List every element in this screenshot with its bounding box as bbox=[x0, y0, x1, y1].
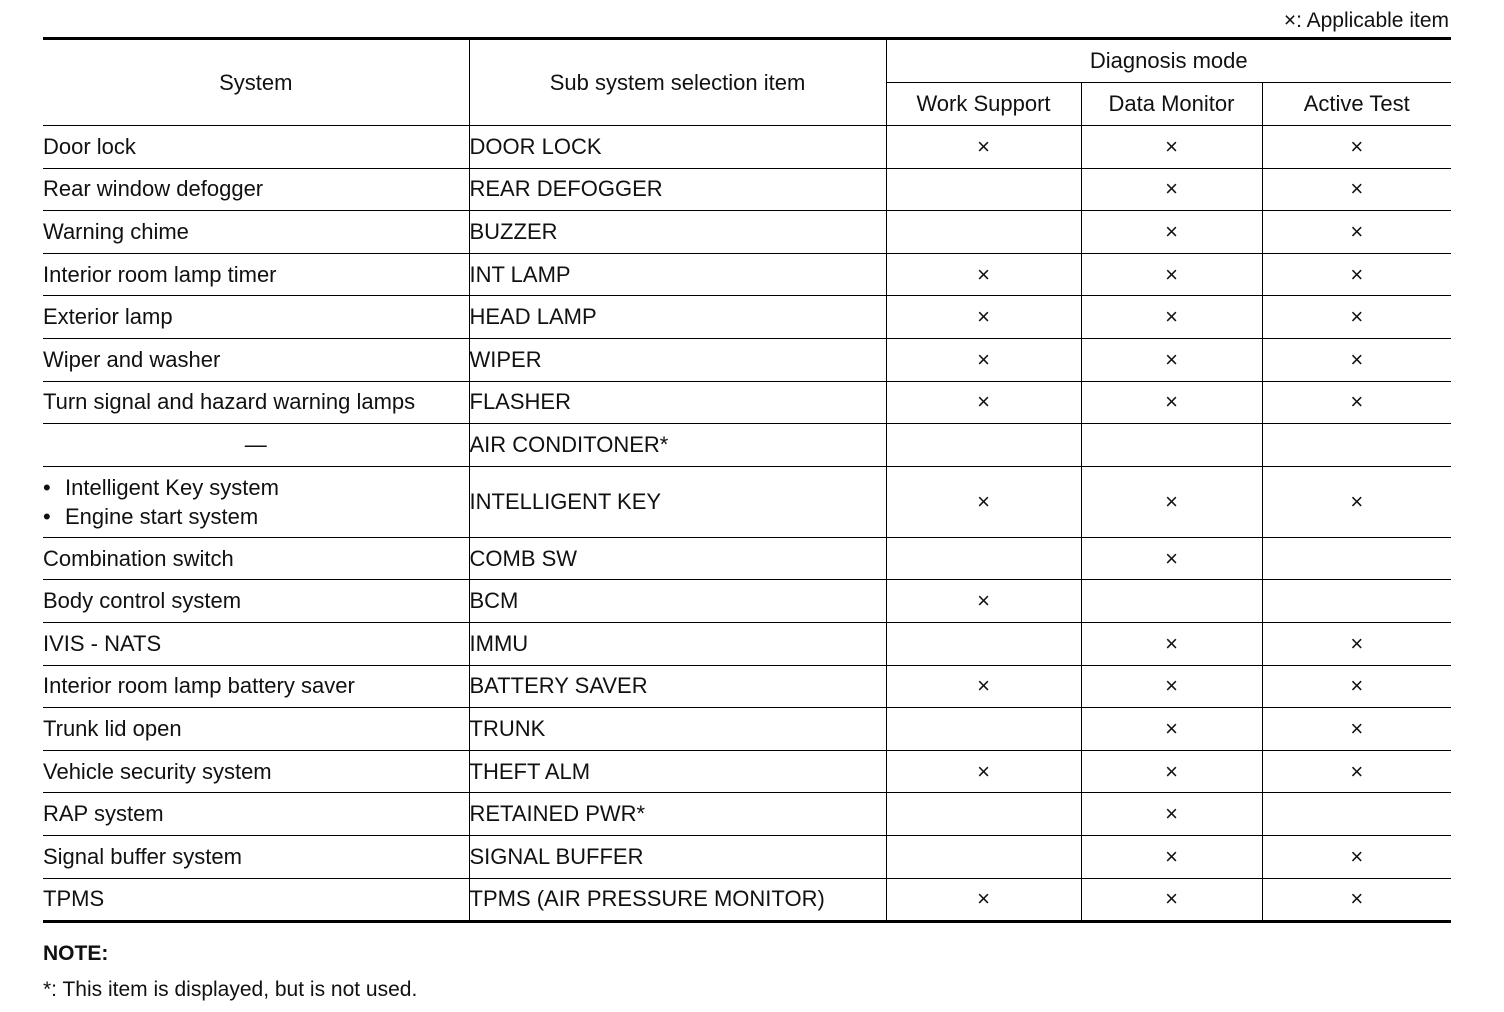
sub-system-cell: TRUNK bbox=[469, 708, 886, 751]
data-monitor-mark: × bbox=[1081, 622, 1262, 665]
active-test-mark: × bbox=[1262, 126, 1451, 169]
table-row bbox=[43, 835, 1451, 878]
data-monitor-mark: × bbox=[1081, 466, 1262, 537]
system-cell: IVIS - NATS bbox=[43, 622, 469, 665]
data-monitor-mark bbox=[1081, 580, 1262, 623]
system-cell: TPMS bbox=[43, 878, 469, 922]
system-cell: Vehicle security system bbox=[43, 750, 469, 793]
sub-system-cell: BUZZER bbox=[469, 211, 886, 254]
table-row bbox=[43, 424, 1451, 467]
note-block bbox=[43, 940, 417, 1004]
system-cell: — bbox=[43, 424, 469, 467]
sub-system-cell: INT LAMP bbox=[469, 253, 886, 296]
active-test-mark: × bbox=[1262, 665, 1451, 708]
list-item bbox=[43, 473, 469, 502]
bullet-icon: • bbox=[43, 474, 51, 500]
bullet-text: Intelligent Key system bbox=[65, 474, 279, 500]
work-support-mark: × bbox=[886, 381, 1081, 424]
table-row bbox=[43, 211, 1451, 254]
system-cell: Interior room lamp battery saver bbox=[43, 665, 469, 708]
system-cell: Turn signal and hazard warning lamps bbox=[43, 381, 469, 424]
system-bullet-list bbox=[43, 473, 469, 531]
table-row bbox=[43, 126, 1451, 169]
work-support-mark: × bbox=[886, 296, 1081, 339]
data-monitor-mark bbox=[1081, 424, 1262, 467]
bullet-text: Engine start system bbox=[65, 503, 259, 529]
work-support-mark bbox=[886, 708, 1081, 751]
header-system: System bbox=[43, 39, 469, 126]
active-test-mark: × bbox=[1262, 878, 1451, 922]
header-work-support: Work Support bbox=[886, 83, 1081, 126]
system-cell: Signal buffer system bbox=[43, 835, 469, 878]
active-test-mark bbox=[1262, 580, 1451, 623]
work-support-mark bbox=[886, 835, 1081, 878]
active-test-mark: × bbox=[1262, 253, 1451, 296]
data-monitor-mark: × bbox=[1081, 835, 1262, 878]
sub-system-cell: RETAINED PWR* bbox=[469, 793, 886, 836]
active-test-mark: × bbox=[1262, 835, 1451, 878]
data-monitor-mark: × bbox=[1081, 793, 1262, 836]
table-row bbox=[43, 878, 1451, 922]
bullet-icon: • bbox=[43, 503, 51, 529]
sub-system-cell: BATTERY SAVER bbox=[469, 665, 886, 708]
sub-system-cell: DOOR LOCK bbox=[469, 126, 886, 169]
data-monitor-mark: × bbox=[1081, 126, 1262, 169]
table-row bbox=[43, 580, 1451, 623]
active-test-mark bbox=[1262, 424, 1451, 467]
system-cell: Body control system bbox=[43, 580, 469, 623]
sub-system-cell: FLASHER bbox=[469, 381, 886, 424]
table-row bbox=[43, 466, 1451, 537]
data-monitor-mark: × bbox=[1081, 253, 1262, 296]
work-support-mark: × bbox=[886, 466, 1081, 537]
sub-system-cell: SIGNAL BUFFER bbox=[469, 835, 886, 878]
data-monitor-mark: × bbox=[1081, 708, 1262, 751]
active-test-mark: × bbox=[1262, 381, 1451, 424]
sub-system-cell: WIPER bbox=[469, 338, 886, 381]
diagnosis-mode-table bbox=[43, 37, 1451, 923]
sub-system-cell: IMMU bbox=[469, 622, 886, 665]
work-support-mark: × bbox=[886, 665, 1081, 708]
active-test-mark: × bbox=[1262, 622, 1451, 665]
active-test-mark bbox=[1262, 537, 1451, 580]
system-cell: Door lock bbox=[43, 126, 469, 169]
sub-system-cell: THEFT ALM bbox=[469, 750, 886, 793]
table-row bbox=[43, 381, 1451, 424]
system-cell: Wiper and washer bbox=[43, 338, 469, 381]
table-row bbox=[43, 708, 1451, 751]
table-row bbox=[43, 338, 1451, 381]
header-diagnosis-mode: Diagnosis mode bbox=[886, 39, 1451, 83]
data-monitor-mark: × bbox=[1081, 665, 1262, 708]
work-support-mark bbox=[886, 537, 1081, 580]
header-active-test: Active Test bbox=[1262, 83, 1451, 126]
data-monitor-mark: × bbox=[1081, 338, 1262, 381]
sub-system-cell: AIR CONDITONER* bbox=[469, 424, 886, 467]
work-support-mark: × bbox=[886, 750, 1081, 793]
work-support-mark: × bbox=[886, 126, 1081, 169]
data-monitor-mark: × bbox=[1081, 381, 1262, 424]
table-row bbox=[43, 537, 1451, 580]
sub-system-cell: COMB SW bbox=[469, 537, 886, 580]
system-cell: Rear window defogger bbox=[43, 168, 469, 211]
work-support-mark: × bbox=[886, 878, 1081, 922]
work-support-mark bbox=[886, 424, 1081, 467]
system-cell: Combination switch bbox=[43, 537, 469, 580]
sub-system-cell: REAR DEFOGGER bbox=[469, 168, 886, 211]
data-monitor-mark: × bbox=[1081, 878, 1262, 922]
sub-system-cell: BCM bbox=[469, 580, 886, 623]
table-row bbox=[43, 296, 1451, 339]
header-sub-system: Sub system selection item bbox=[469, 39, 886, 126]
table-row bbox=[43, 253, 1451, 296]
system-cell: Warning chime bbox=[43, 211, 469, 254]
active-test-mark: × bbox=[1262, 296, 1451, 339]
active-test-mark: × bbox=[1262, 466, 1451, 537]
sub-system-cell: HEAD LAMP bbox=[469, 296, 886, 339]
work-support-mark: × bbox=[886, 338, 1081, 381]
system-cell bbox=[43, 466, 469, 537]
work-support-mark bbox=[886, 211, 1081, 254]
work-support-mark bbox=[886, 622, 1081, 665]
work-support-mark bbox=[886, 168, 1081, 211]
table-row bbox=[43, 750, 1451, 793]
list-item bbox=[43, 502, 469, 531]
sub-system-cell: TPMS (AIR PRESSURE MONITOR) bbox=[469, 878, 886, 922]
header-data-monitor: Data Monitor bbox=[1081, 83, 1262, 126]
note-title: NOTE: bbox=[43, 942, 109, 965]
active-test-mark: × bbox=[1262, 338, 1451, 381]
active-test-mark bbox=[1262, 793, 1451, 836]
table-row bbox=[43, 665, 1451, 708]
active-test-mark: × bbox=[1262, 708, 1451, 751]
active-test-mark: × bbox=[1262, 211, 1451, 254]
table-row bbox=[43, 622, 1451, 665]
system-cell: Trunk lid open bbox=[43, 708, 469, 751]
table-row bbox=[43, 168, 1451, 211]
work-support-mark: × bbox=[886, 580, 1081, 623]
active-test-mark: × bbox=[1262, 168, 1451, 211]
data-monitor-mark: × bbox=[1081, 211, 1262, 254]
note-text: *: This item is displayed, but is not used. bbox=[43, 978, 418, 1001]
applicable-item-legend: ×: Applicable item bbox=[1283, 9, 1449, 32]
system-cell: Exterior lamp bbox=[43, 296, 469, 339]
system-cell: Interior room lamp timer bbox=[43, 253, 469, 296]
work-support-mark bbox=[886, 793, 1081, 836]
data-monitor-mark: × bbox=[1081, 537, 1262, 580]
system-cell: RAP system bbox=[43, 793, 469, 836]
table-row bbox=[43, 793, 1451, 836]
data-monitor-mark: × bbox=[1081, 750, 1262, 793]
sub-system-cell: INTELLIGENT KEY bbox=[469, 466, 886, 537]
data-monitor-mark: × bbox=[1081, 296, 1262, 339]
data-monitor-mark: × bbox=[1081, 168, 1262, 211]
active-test-mark: × bbox=[1262, 750, 1451, 793]
work-support-mark: × bbox=[886, 253, 1081, 296]
